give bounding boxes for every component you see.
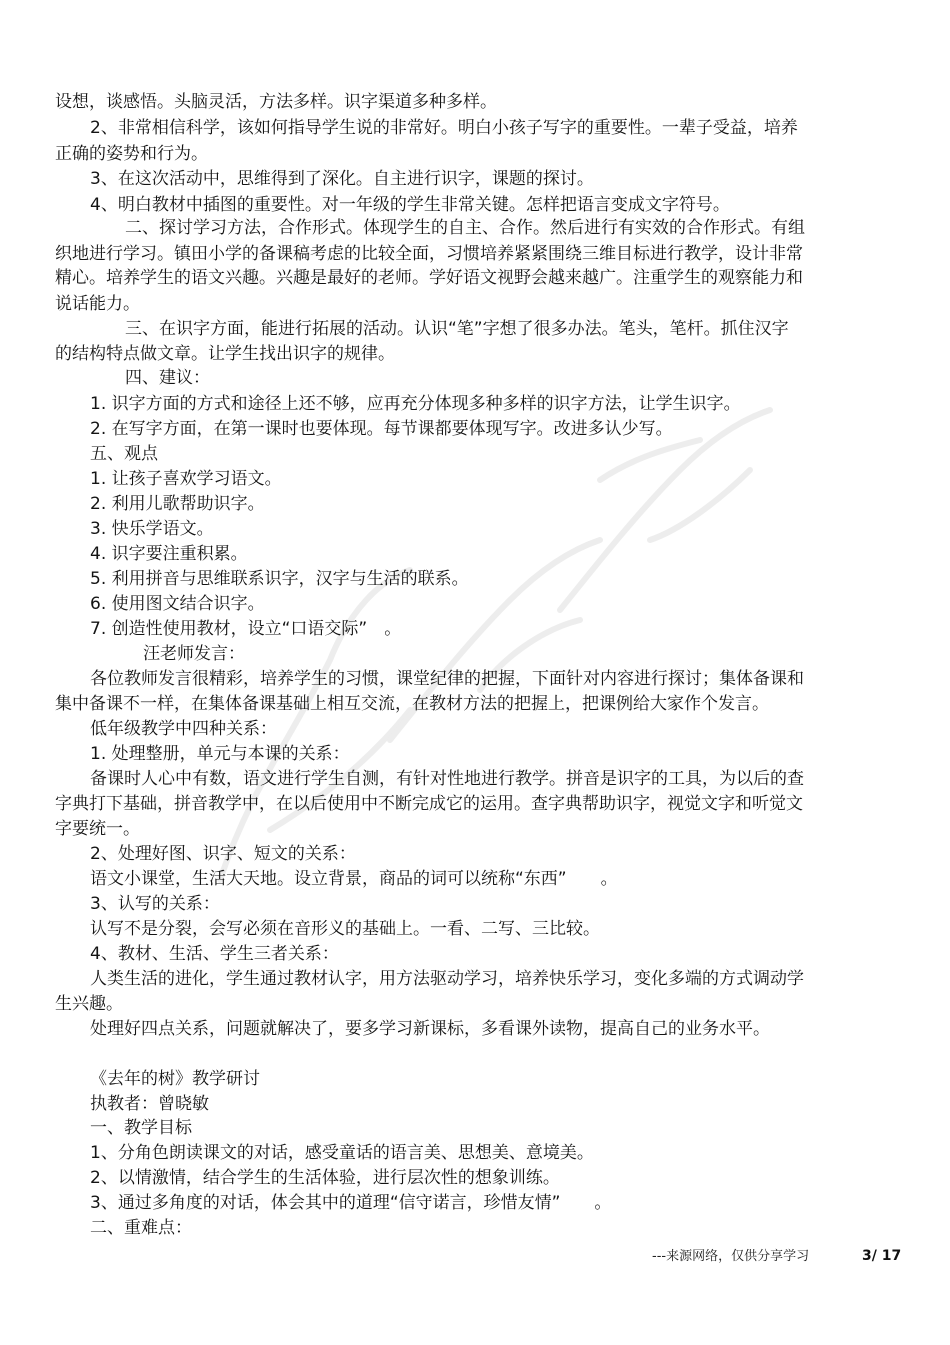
list-item: 5. 利用拼音与思维联系识字，汉字与生活的联系。 [90,569,469,589]
section-heading: 五、观点 [90,444,158,464]
paragraph-line: 设想，谈感悟。头脑灵活，方法多样。识字渠道多种多样。 [55,92,497,112]
list-item: 1. 识字方面的方式和途径上还不够，应再充分体现多种多样的识字方法，让学生识字。 [90,394,741,414]
list-item: 4、教材、生活、学生三者关系： [90,944,339,964]
speaker-heading: 汪老师发言： [143,644,245,664]
list-item: 1. 让孩子喜欢学习语文。 [90,469,282,489]
list-item: 3、通过多角度的对话，体会其中的道理“信守诺言，珍惜友情” 。 [90,1193,612,1213]
paragraph-line: 织地进行学习。镇田小学的备课稿考虑的比较全面，习惯培养紧紧围绕三维目标进行教学，设计非常 [55,244,803,264]
section-heading: 二、重难点： [90,1218,192,1238]
list-item: 2. 在写字方面，在第一课时也要体现。每节课都要体现写字。改进多认少写。 [90,419,673,439]
paragraph-line: 字要统一。 [55,819,140,839]
page-number: 3/ 17 [862,1248,902,1264]
paragraph-line: 人类生活的进化，学生通过教材认字，用方法驱动学习，培养快乐学习，变化多端的方式调动学 [90,969,804,989]
paragraph-line: 认写不是分裂，会写必须在音形义的基础上。一看、二写、三比较。 [90,919,600,939]
paragraph-line: 二、探讨学习方法，合作形式。体现学生的自主、合作。然后进行有实效的合作形式。有组 [125,218,805,238]
paragraph-line: 3、在这次活动中，思维得到了深化。自主进行识字，课题的探讨。 [90,169,594,189]
list-item: 1. 处理整册，单元与本课的关系： [90,744,350,764]
paragraph-line: 语文小课堂，生活大天地。设立背景，商品的词可以统称“东西” 。 [90,869,618,889]
list-item: 2、处理好图、识字、短文的关系： [90,844,356,864]
list-item: 6. 使用图文结合识字。 [90,594,265,614]
list-item: 1、分角色朗读课文的对话，感受童话的语言美、思想美、意境美。 [90,1143,594,1163]
footer-source-note: ---来源网络，仅供分享学习 [652,1249,810,1264]
paragraph-line: 集中备课不一样，在集体备课基础上相互交流，在教材方法的把握上，把课例给大家作个发言。 [55,694,769,714]
paragraph-line: 备课时人心中有数，语文进行学生自测，有针对性地进行教学。拼音是识字的工具，为以后的查 [90,769,804,789]
list-item: 3. 快乐学语文。 [90,519,214,539]
teacher-line: 执教者：曾晓敏 [90,1094,209,1114]
paragraph-line: 三、在识字方面，能进行拓展的活动。认识“笔”字想了很多办法。笔头，笔杆。抓住汉字 [125,319,789,339]
section-heading: 四、建议： [125,368,210,388]
paragraph-line: 各位教师发言很精彩，培养学生的习惯，课堂纪律的把握，下面针对内容进行探讨；集体备课和 [90,669,804,689]
list-item: 7. 创造性使用教材，设立“口语交际” 。 [90,619,402,639]
paragraph-line: 精心。培养学生的语文兴趣。兴趣是最好的老师。学好语文视野会越来越广。注重学生的观察能力和 [55,268,803,288]
paragraph-line: 低年级教学中四种关系： [90,719,277,739]
section-heading: 一、教学目标 [90,1118,192,1138]
lesson-title: 《去年的树》教学研讨 [90,1069,260,1089]
paragraph-line: 说话能力。 [55,294,140,314]
paragraph-line: 正确的姿势和行为。 [55,144,208,164]
paragraph-line: 4、明白教材中插图的重要性。对一年级的学生非常关键。怎样把语言变成文字符号。 [90,195,730,215]
list-item: 4. 识字要注重积累。 [90,544,248,564]
paragraph-line: 字典打下基础，拼音教学中，在以后使用中不断完成它的运用。查字典帮助识字，视觉文字和听觉文 [55,794,803,814]
paragraph-line: 生兴趣。 [55,994,123,1014]
list-item: 2、以情激情，结合学生的生活体验，进行层次性的想象训练。 [90,1168,560,1188]
list-item: 3、认写的关系： [90,894,220,914]
list-item: 2. 利用儿歌帮助识字。 [90,494,265,514]
paragraph-line: 处理好四点关系，问题就解决了，要多学习新课标，多看课外读物，提高自己的业务水平。 [90,1019,770,1039]
paragraph-line: 2、非常相信科学，该如何指导学生说的非常好。明白小孩子写字的重要性。一辈子受益，培养 [90,118,798,138]
paragraph-line: 的结构特点做文章。让学生找出识字的规律。 [55,344,395,364]
